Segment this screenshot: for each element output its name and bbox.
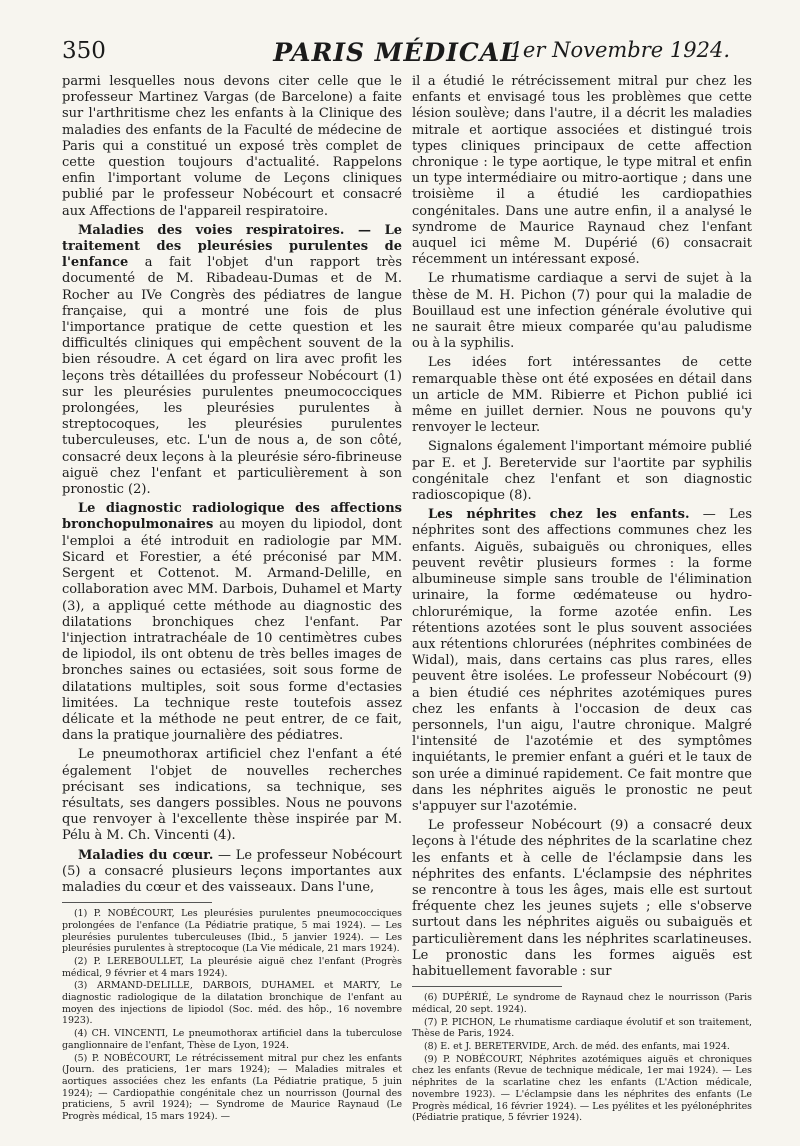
paragraph: Le pneumothorax artificiel chez l'enfant a été également l'objet de nouvelles recherches précisant ses indications, sa technique, ses résultats, ses dangers possibles. Nous ne pouvons que renvoyer à l'excellente thèse inspirée par M. Pélu à M. Ch. Vincenti (4). [62, 747, 402, 844]
footnote-rule [412, 986, 562, 987]
paragraph: Signalons également l'important mémoire publié par E. et J. Beretervide sur l'aortite par syphilis congénitale chez l'enfant et son diagnostic radioscopique (8). [412, 439, 752, 504]
footnote: (3) ARMAND-DELILLE, DARBOIS, DUHAMEL et MARTY, Le diagnostic radiologique de la dilatation bronchique de l'enfant au moyen des injections de lipiodol (Soc. méd. des hôp., 16 novembre 1923). [62, 980, 402, 1027]
footnotes [412, 992, 752, 1124]
paragraph: Maladies des voies respiratoires. — Le traitement des pleurésies purulentes de l'enfance a fait l'objet d'un rapport très documenté de M. Ribadeau-Dumas et de M. Rocher au IVe Congrès des pédiatres de langue française, qui a montré une fois de plus l'importance pratique de cette question et les difficultés cliniques qui empêchent souvent de la bien résoudre. A cet égard on lira avec profit les leçons très détaillées du professeur Nobécourt (1) sur les pleurésies purulentes pneumococciques prolongées, les pleurésies purulentes à streptocoques, les pleurésies purulentes tuberculeuses, etc. L'un de nous a, de son côté, consacré deux leçons à la pleurésie séro-fibrineuse aiguë chez l'enfant et particulièrement à son pronostic (2). [62, 222, 402, 498]
footnote: (4) CH. VINCENTI, Le pneumothorax artificiel dans la tuberculose ganglionnaire de l'enfant, Thèse de Lyon, 1924. [62, 1028, 402, 1051]
paragraph: Maladies du cœur. — Le professeur Nobécourt (5) a consacré plusieurs leçons importantes aux maladies du cœur et des vaisseaux. Dans l'une, [62, 847, 402, 895]
footnote: (2) P. LEREBOULLET, La pleurésie aiguë chez l'enfant (Progrès médical, 9 février et 4 mars 1924). [62, 955, 402, 979]
footnote-rule [62, 902, 212, 903]
paragraph: Les néphrites chez les enfants. — Les néphrites sont des affections communes chez les enfants. Aiguës, subaiguës ou chroniques, elles peuvent revêtir plusieurs formes : la forme albumineuse simple sans trouble de l'élimination urinaire, la forme œdémateuse ou hydro-chlorurémique, la forme azotée enfin. Les rétentions azotées sont le plus souvent associées aux rétentions chlorurées (néphrites combinées de Widal), mais, dans certains cas plus rares, elles peuvent être isolées. Le professeur Nobécourt (9) a bien étudié ces néphrites azotémiques pures chez les enfants à l'occasion de deux cas personnels, l'un aigu, l'autre chronique. Malgré l'intensité de l'azotémie et des symptômes inquiétants, le premier enfant a guéri et le taux de son urée a diminué rapidement. Ce fait montre que dans les néphrites aiguës le pronostic ne peut s'appuyer sur l'azotémie. [412, 507, 752, 814]
section-heading: Maladies du cœur. [78, 847, 214, 863]
section-heading: Maladies des voies respiratoires. — Le traitement des pleurésies purulentes de l'enfance [62, 222, 402, 271]
section-heading: Les néphrites chez les enfants. [428, 507, 690, 523]
issue-date: 1er Novembre 1924. [509, 38, 730, 62]
paragraph: Le diagnostic radiologique des affections bronchopulmonaires au moyen du lipiodol, dont l'emploi a été introduit en radiologie par MM. Sicard et Forestier, a été préconisé par MM. Sergent et Cottenot. M. Armand-Delille, en collaboration avec MM. Darbois, Duhamel et Marty (3), a appliqué cette méthode au diagnostic des dilatations bronchiques chez l'enfant. Par l'injection intratrachéale de 10 centimètres cubes de lipiodol, ils ont obtenu de très belles images de bronches saines ou ectasiées, soit sous forme de dilatations multiples, soit sous forme d'ectasies limitées. La technique reste toutefois assez délicate et la méthode ne peut entrer, de ce fait, dans la pratique journalière des pédiatres. [62, 501, 402, 744]
page-number: 350 [62, 38, 106, 64]
journal-title: PARIS MÉDICAL [273, 38, 519, 67]
footnote: (5) P. NOBÉCOURT, Le rétrécissement mitral pur chez les enfants (Journ. des praticiens, 1er mars 1924); — Maladies mitrales et aortiques associées chez les enfants (La Pédiatrie pratique, 5 juin 1924); — Cardiopathie congénitale chez un nourrisson (Journal des praticiens, 5 avril 1924); — Syndrome de Maurice Raynaud (Le Progrès médical, 15 mars 1924). — [62, 1052, 402, 1123]
section-heading: Le diagnostic radiologique des affections bronchopulmonaires [62, 501, 402, 533]
footnote: (6) DUPÉRIÉ, Le syndrome de Raynaud chez le nourrisson (Paris médical, 20 sept. 1924). [412, 992, 752, 1015]
page-header [62, 38, 730, 70]
paragraph: Le professeur Nobécourt (9) a consacré deux leçons à l'étude des néphrites de la scarlatine chez les enfants et à celle de l'éclampsie dans les néphrites des enfants. L'éclampsie des néphrites se rencontre à tous les âges, mais elle est surtout fréquente chez les jeunes sujets ; elle s'observe surtout dans les néphrites aiguës ou subaiguës et particulièrement dans les néphrites scarlatineuses. Le pronostic dans les formes aiguës est habituellement favorable : sur [412, 818, 752, 979]
footnote: (9) P. NOBÉCOURT, Néphrites azotémiques aiguës et chroniques chez les enfants (Revue de technique médicale, 1er mai 1924). — Les néphrites de la scarlatine chez les enfants (L'Action médicale, novembre 1923). — L'éclampsie dans les néphrites des enfants (Le Progrès médical, 16 février 1924). — Les pyélites et les pyélonéphrites (Pédiatrie pratique, 5 février 1924). [412, 1053, 752, 1124]
footnote: (7) P. PICHON, Le rhumatisme cardiaque évolutif et son traitement, Thèse de Paris, 1924. [412, 1016, 752, 1040]
paragraph: il a étudié le rétrécissement mitral pur chez les enfants et envisagé tous les problèmes que cette lésion soulève; dans l'autre, il a décrit les maladies mitrale et aortique associées et distingué trois types cliniques principaux de cette affection chronique : le type aortique, le type mitral et enfin un type intermédiaire ou mitro-aortique ; dans une troisième il a étudié les cardiopathies congénitales. Dans une autre enfin, il a analysé le syndrome de Maurice Raynaud chez l'enfant auquel ici même M. Dupérié (6) consacrait récemment un intéressant exposé. [412, 74, 752, 268]
footnotes [62, 908, 402, 1123]
right-column [412, 74, 752, 1125]
footnote: (1) P. NOBÉCOURT, Les pleurésies purulentes pneumococciques prolongées de l'enfance (La Pédiatrie pratique, 5 mai 1924). — Les pleurésies purulentes tuberculeuses (Ibid., 5 janvier 1924). — Les pleurésies purulentes à streptocoque (La Vie médicale, 21 mars 1924). [62, 908, 402, 955]
left-column [62, 74, 402, 1124]
footnote: (8) E. et J. BERETERVIDE, Arch. de méd. des enfants, mai 1924. [424, 1040, 730, 1052]
paragraph: Le rhumatisme cardiaque a servi de sujet à la thèse de M. H. Pichon (7) pour qui la maladie de Bouillaud est une infection générale évolutive qui ne saurait être mieux comparée qu'au paludisme ou à la syphilis. [412, 271, 752, 352]
paragraph: Les idées fort intéressantes de cette remarquable thèse ont été exposées en détail dans un article de MM. Ribierre et Pichon publié ici même en juillet dernier. Nous ne pouvons qu'y renvoyer le lecteur. [412, 355, 752, 436]
paragraph: parmi lesquelles nous devons citer celle que le professeur Martinez Vargas (de Barcelone) a faite sur l'arthritisme chez les enfants à la Clinique des maladies des enfants de la Faculté de médecine de Paris qui a constitué un exposé très complet de cette question toujours d'actualité. Rappelons enfin l'important volume de Leçons cliniques publié par le professeur Nobécourt et consacré aux Affections de l'appareil respiratoire. [62, 74, 402, 219]
